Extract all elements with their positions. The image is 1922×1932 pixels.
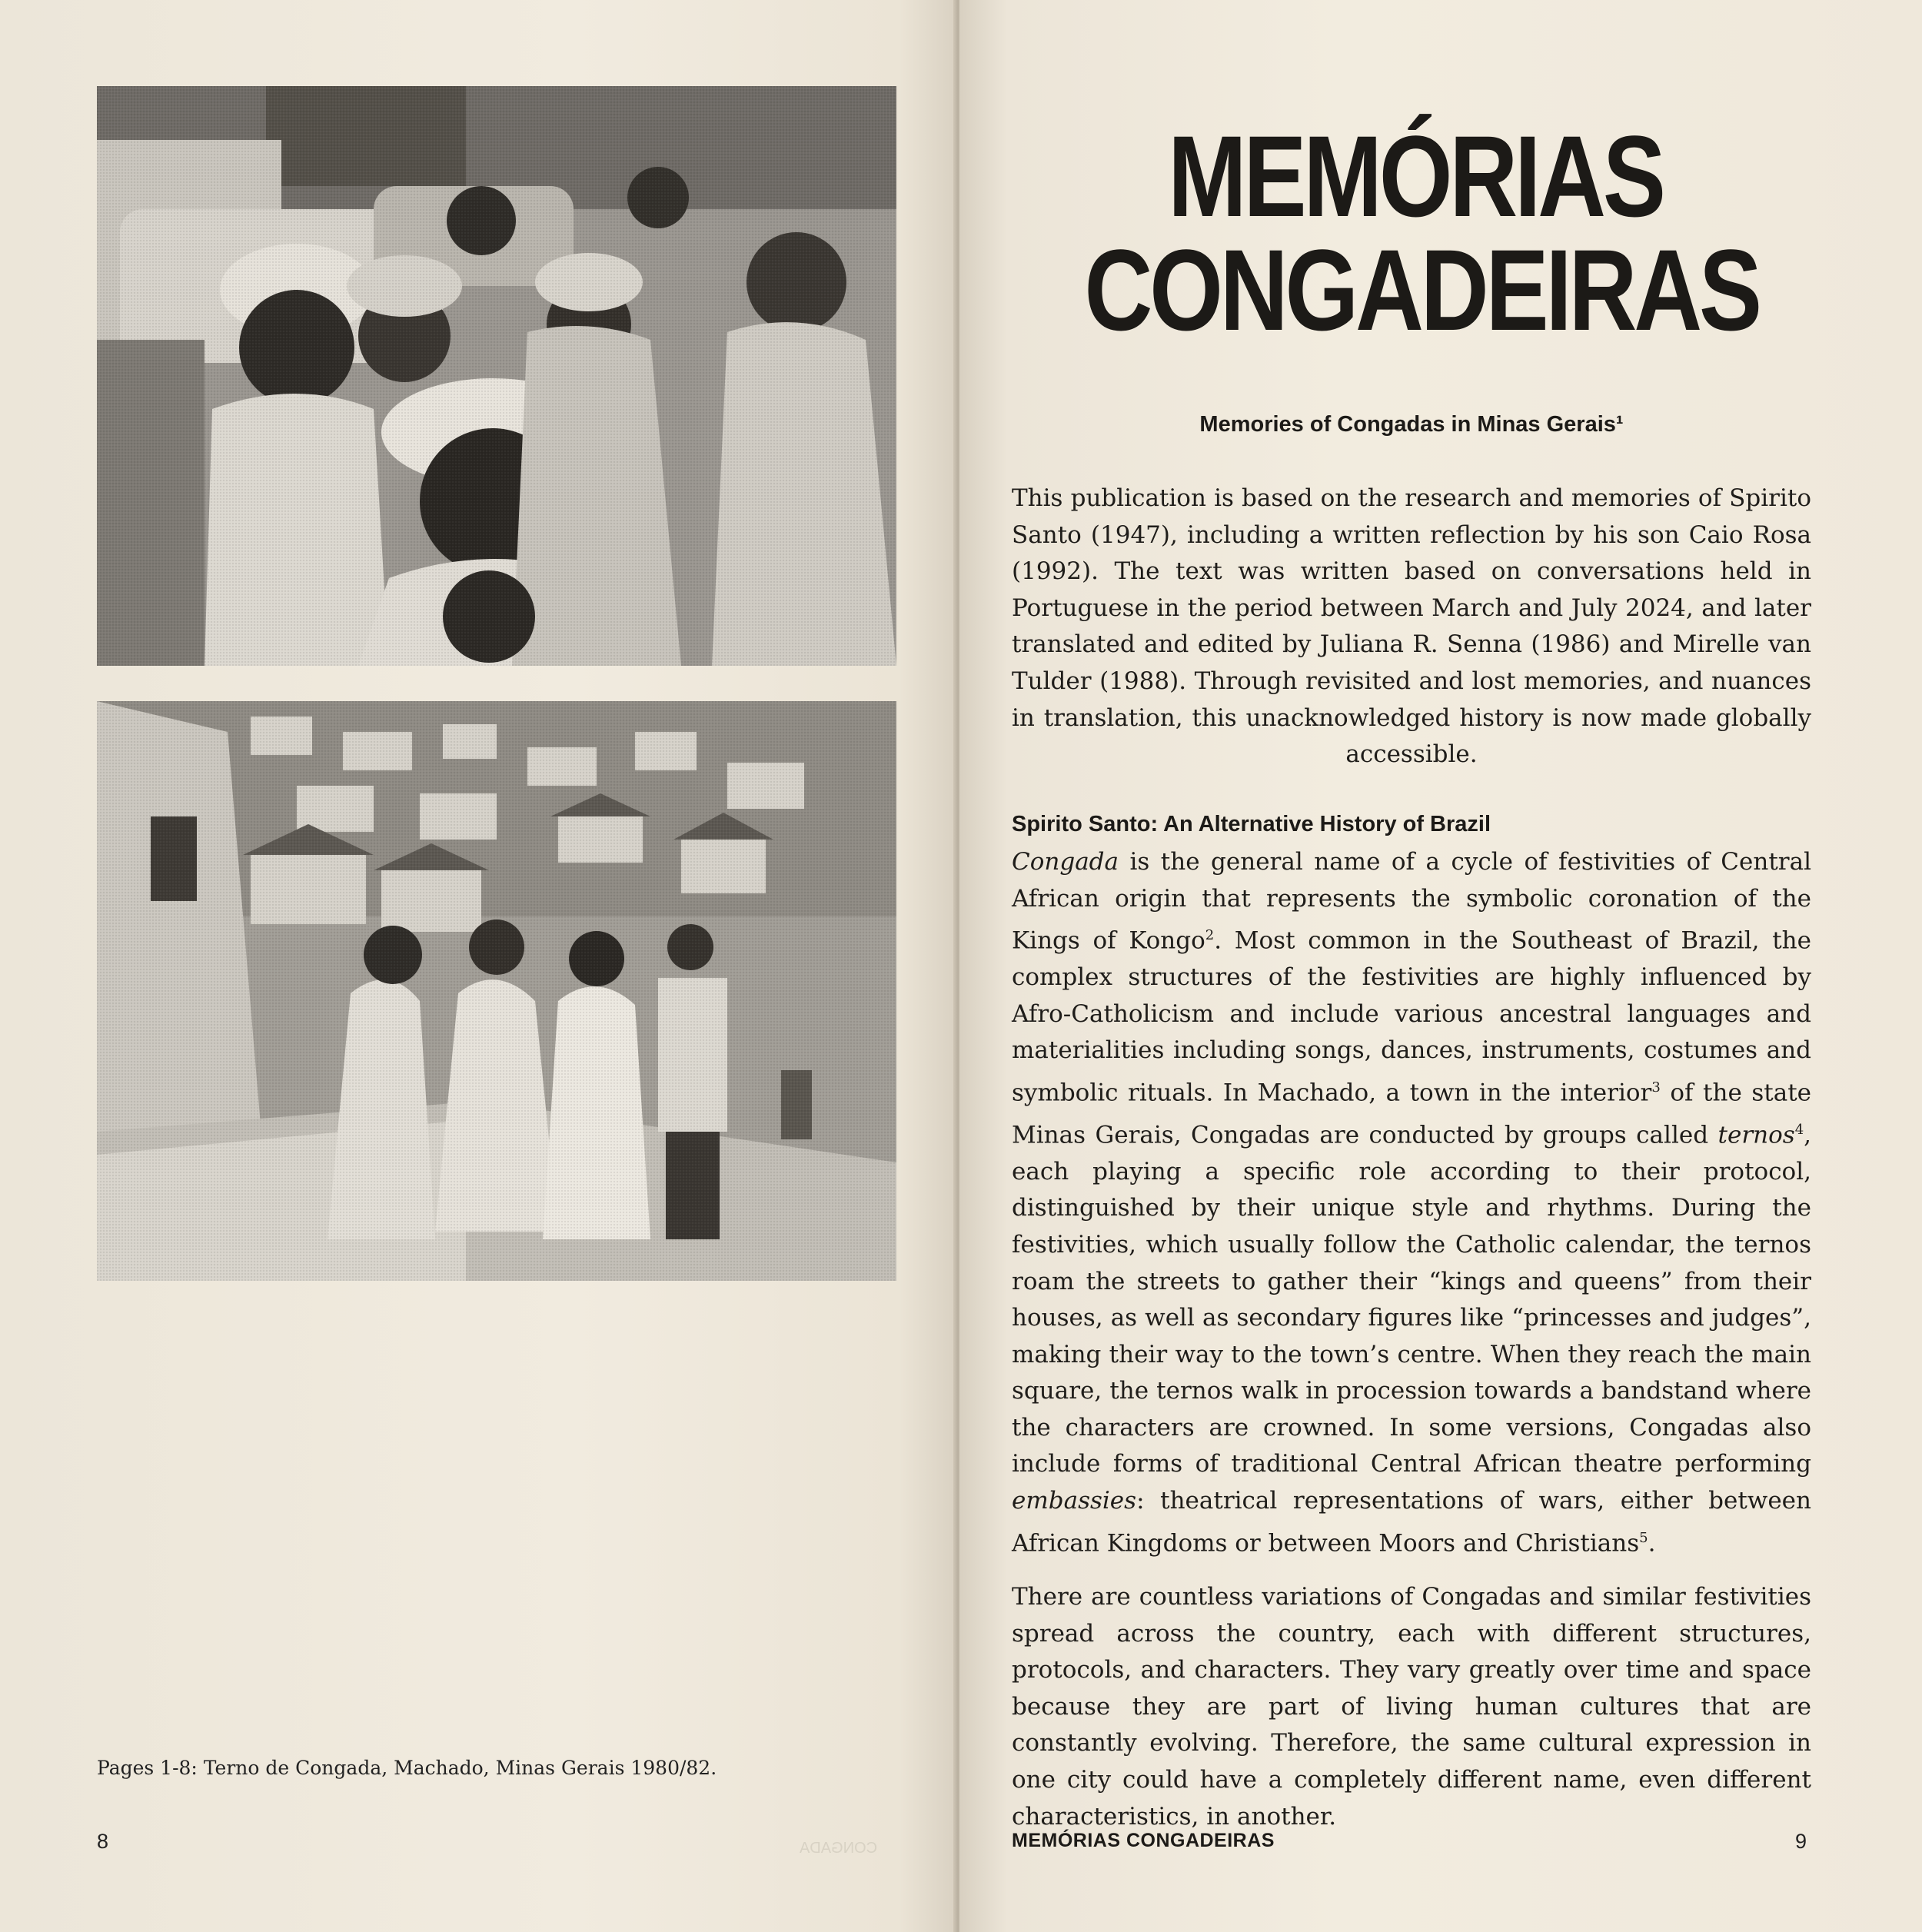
photo-hillside-procession xyxy=(97,701,896,1281)
footnote-marker: 3 xyxy=(1651,1079,1661,1096)
page-number-right: 9 xyxy=(1794,1830,1807,1853)
title-line-2: CONGADEIRAS xyxy=(1084,225,1759,354)
text-run: . Most common in the Southeast of Brazil, the complex structures of the festivities are highly influenced by Afro-Catholicism and include various ancestral languages and materialities including songs, dances, instruments, costumes and symbolic rituals. In Machado, a town in the interior xyxy=(1012,926,1811,1107)
bleed-through-text: CONGADA xyxy=(800,1840,878,1857)
page-title xyxy=(1084,111,1759,354)
term-embassies: embassies xyxy=(1012,1487,1137,1515)
footnote-marker: 2 xyxy=(1205,927,1215,944)
text-run: of the state Minas Gerais, Congadas are conducted by groups called xyxy=(1012,1079,1811,1149)
photo-congada-group xyxy=(97,86,896,666)
text-run: : theatrical representations of wars, either between African Kingdoms or between Moors and Christians xyxy=(1012,1487,1811,1557)
second-paragraph: There are countless variations of Congadas and similar festivities spread across the country, each with different structures, protocols, and characters. They vary greatly over time and space because they are part of living human cultures that are constantly evolving. Therefore, the same cultural expression in one city could have a completely different name, even different characteristics, in another. xyxy=(1012,1583,1811,1831)
term-congada: Congada xyxy=(1012,848,1119,876)
intro-paragraph: This publication is based on the research and memories of Spirito Santo (1947), including a written reflection by his son Caio Rosa (1992). The text was written based on conversations held in Portuguese in the period between March and July 2024, and later translated and edited by Juliana R. Senna (1986) and Mirelle van Tulder (1988). Through revisited and lost memories, and nuances in translation, this unacknowledged history is now made globally accessible. xyxy=(1012,484,1811,769)
photo-congada-group-image xyxy=(97,86,896,666)
photo-caption: Pages 1-8: Terno de Congada, Machado, Minas Gerais 1980/82. xyxy=(97,1757,717,1779)
text-run: is the general name of a cycle of festivities of Central African origin that represents the symbolic coronation of the Kings of Kongo xyxy=(1012,848,1811,955)
left-page xyxy=(0,0,956,1932)
text-run: , each playing a specific role according to their protocol, distinguished by their unique style and rhythms. During the festivities, which usually follow the Catholic calendar, the ternos roam the streets to gather their “kings and queens” from their houses, as well as secondary figures like “princesses and judges”, making their way to the town’s centre. When they reach the main square, the ternos walk in procession towards a bandstand where the characters are crowned. In some versions, Congadas also include forms of traditional Central African theatre performing xyxy=(1012,1121,1811,1478)
section-heading: Spirito Santo: An Alternative History of Brazil xyxy=(1012,812,1491,836)
text-run: . xyxy=(1648,1529,1656,1557)
term-ternos: ternos xyxy=(1717,1121,1795,1149)
footnote-marker: 5 xyxy=(1639,1529,1648,1546)
subtitle: Memories of Congadas in Minas Gerais¹ xyxy=(1199,412,1624,437)
page-number-left: 8 xyxy=(97,1830,109,1853)
section-paragraph xyxy=(1012,844,1811,1562)
footnote-marker: 4 xyxy=(1794,1121,1804,1138)
photo-hillside-procession-image xyxy=(97,701,896,1281)
title-line-1: MEMÓRIAS xyxy=(1168,111,1663,241)
running-head: MEMÓRIAS CONGADEIRAS xyxy=(1012,1830,1275,1851)
